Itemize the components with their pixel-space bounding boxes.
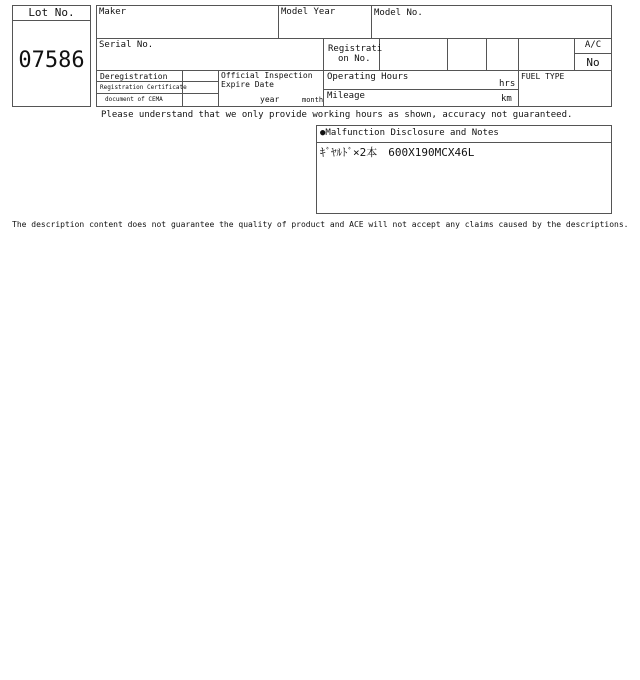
inspection-year-unit: year [260, 95, 280, 104]
ac-label: A/C [584, 40, 602, 50]
grid-col-reg-1 [379, 38, 380, 70]
inspection-month-unit: month [302, 96, 324, 104]
malfunction-note: ｷﾞﾔﾙﾄﾞ×2本 600X190MCX46L [320, 146, 475, 159]
quality-disclaimer: The description content does not guarantee the quality of product and ACE will not accept any claims caused by the descriptions. [12, 220, 629, 229]
grid-col-inspection [218, 70, 219, 107]
mileage-label: Mileage [327, 91, 365, 101]
registration-certificate-label: Registration Certificate [100, 84, 187, 91]
grid-col-fuel [518, 38, 519, 107]
cema-document-label: document of CEMA [105, 96, 163, 103]
malfunction-title: ●Malfunction Disclosure and Notes [320, 128, 499, 138]
ac-value: No [586, 56, 600, 69]
grid-col-registration [323, 38, 324, 107]
grid-col-reg-2 [447, 38, 448, 70]
operating-hours-label: Operating Hours [327, 72, 409, 82]
maker-label: Maker [99, 7, 127, 17]
official-inspection-label: Official Inspection [221, 71, 313, 80]
dereg-row-line-2 [96, 93, 218, 94]
lot-number-value: 07586 [18, 48, 85, 73]
model-no-label: Model No. [374, 8, 423, 18]
registration-no-label-line2: on No. [338, 54, 371, 64]
deregistration-label: Deregistration [100, 72, 168, 81]
grid-row-line-2 [96, 70, 612, 71]
grid-col-model-no [371, 5, 372, 38]
model-year-label: Model Year [281, 7, 336, 17]
lot-number-divider [12, 20, 91, 21]
grid-col-model-year [278, 5, 279, 38]
fuel-type-label: FUEL TYPE [521, 72, 565, 81]
mileage-unit: km [501, 94, 512, 104]
expire-date-label: Expire Date [221, 80, 274, 89]
lot-number-label: Lot No. [28, 6, 75, 19]
malfunction-title-divider [316, 142, 612, 143]
malfunction-box [316, 125, 612, 214]
registration-no-label-line1: Registrati [328, 44, 383, 54]
grid-col-reg-3 [486, 38, 487, 70]
serial-no-label: Serial No. [99, 40, 154, 50]
grid-row-line-1 [96, 38, 612, 39]
ac-divider [574, 53, 612, 54]
working-hours-notice: Please understand that we only provide working hours as shown, accuracy not guaranteed. [101, 110, 573, 120]
operating-hours-unit: hrs [499, 79, 516, 89]
dereg-row-line-1 [96, 81, 218, 82]
mileage-divider [323, 89, 519, 90]
